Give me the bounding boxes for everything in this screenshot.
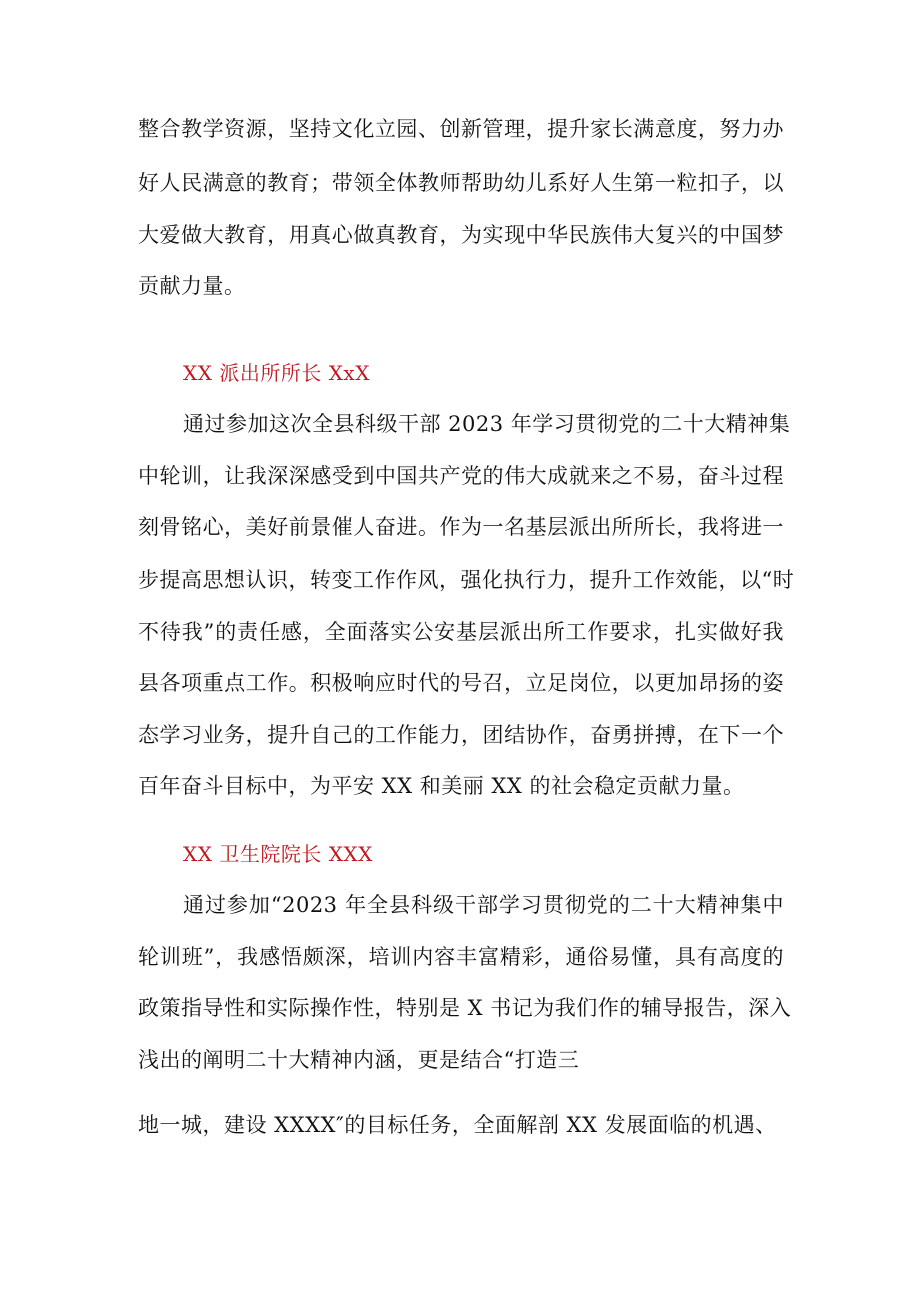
paragraph-line: 轮训班”，我感悟颇深，培训内容丰富精彩，通俗易懂，具有高度的 xyxy=(138,945,784,969)
paragraph-line: 县各项重点工作。积极响应时代的号召，立足岗位，以更加昂扬的姿 xyxy=(138,671,784,695)
paragraph-line: 整合教学资源，坚持文化立园、创新管理，提升家长满意度，努力办 xyxy=(138,117,784,141)
paragraph-line: 中轮训，让我深深感受到中国共产党的伟大成就来之不易，奋斗过程 xyxy=(138,464,784,488)
paragraph-line: 通过参加这次全县科级干部 2023 年学习贯彻党的二十大精神集 xyxy=(183,412,791,436)
section-heading-police: XX 派出所所长 XxX xyxy=(183,361,370,385)
paragraph-line: 大爱做大教育，用真心做真教育，为实现中华民族伟大复兴的中国梦 xyxy=(138,223,784,247)
paragraph-line: 步提高思想认识，转变工作作风，强化执行力，提升工作效能，以“时 xyxy=(138,568,795,592)
paragraph-line: 态学习业务，提升自己的工作能力，团结协作，奋勇拼搏，在下一个 xyxy=(138,723,784,747)
paragraph-line: 政策指导性和实际操作性，特别是 X 书记为我们作的辅导报告，深入 xyxy=(138,996,792,1020)
paragraph-line: 通过参加“2023 年全县科级干部学习贯彻党的二十大精神集中 xyxy=(183,893,784,917)
paragraph-line: 百年奋斗目标中，为平安 XX 和美丽 XX 的社会稳定贡献力量。 xyxy=(138,774,745,798)
paragraph-line: 好人民满意的教育；带领全体教师帮助幼儿系好人生第一粒扣子，以 xyxy=(138,171,784,195)
paragraph-line: 地一城，建设 XXXX″的目标任务，全面解剖 XX 发展面临的机遇、 xyxy=(138,1113,777,1137)
paragraph-line: 不待我”的责任感，全面落实公安基层派出所工作要求，扎实做好我 xyxy=(138,620,784,644)
section-heading-hospital: XX 卫生院院长 XXX xyxy=(183,842,373,866)
paragraph-line: 浅出的阐明二十大精神内涵，更是结合“打造三 xyxy=(138,1048,580,1072)
paragraph-line: 贡献力量。 xyxy=(138,274,246,298)
paragraph-line: 刻骨铭心，美好前景催人奋进。作为一名基层派出所所长，我将进一 xyxy=(138,515,784,539)
